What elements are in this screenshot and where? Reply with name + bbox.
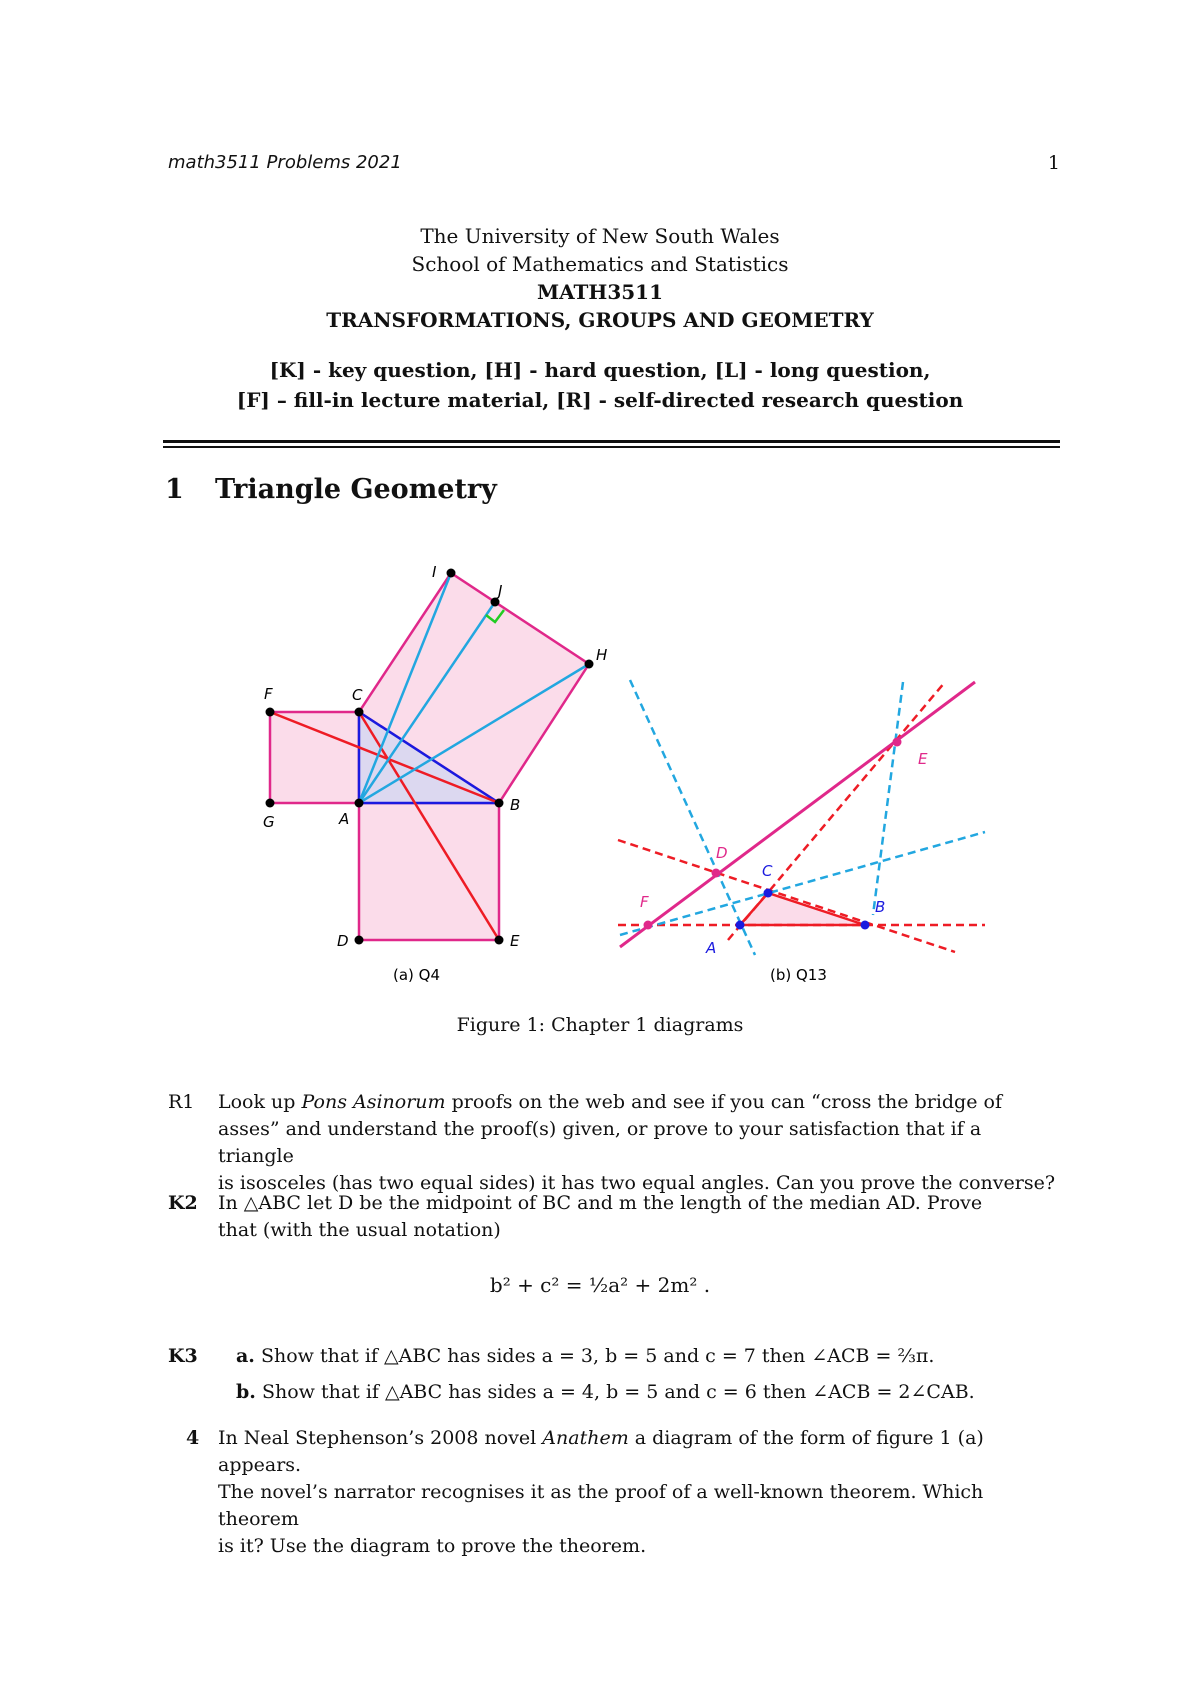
problem-k3 — [168, 1343, 1060, 1406]
point-C-b — [764, 889, 773, 898]
label-F-b: F — [640, 893, 649, 911]
point-F — [266, 708, 275, 717]
problem-label: 4 — [186, 1427, 200, 1449]
q4-line-2: The novel’s narrator recognises it as the proof of a well-known theorem. Which theorem — [218, 1481, 984, 1530]
school-name: School of Mathematics and Statistics — [411, 252, 789, 276]
problem-label: R1 — [168, 1091, 195, 1113]
course-name: TRANSFORMATIONS, GROUPS AND GEOMETRY — [326, 308, 874, 332]
line-BC-dashed — [618, 840, 955, 952]
cyan-dashed-1 — [630, 680, 755, 955]
r1-line-3: is isosceles (has two equal sides) it has two equal angles. Can you prove the converse? — [218, 1172, 1056, 1194]
problem-r1 — [168, 1089, 1060, 1197]
page-number: 1 — [1047, 152, 1060, 174]
problem-label: K3 — [168, 1345, 198, 1367]
label-J: J — [498, 582, 503, 600]
course-code: MATH3511 — [536, 280, 663, 304]
section-number: 1 — [165, 474, 184, 505]
q4-line-1: In Neal Stephenson’s 2008 novel Anathem a diagram of the form of figure 1 (a) appears. — [218, 1427, 984, 1476]
point-A — [355, 799, 364, 808]
label-E-b: E — [918, 750, 928, 768]
label-I: I — [432, 563, 437, 581]
caption-b: (b) Q13 — [770, 966, 827, 984]
triangle-ABC-b — [740, 893, 865, 925]
point-B-b — [861, 921, 870, 930]
figure-caption: Figure 1: Chapter 1 diagrams — [456, 1014, 744, 1036]
square-ABED — [359, 803, 499, 940]
k3-part-a: a. Show that if △ABC has sides a = 3, b = 5 and c = 7 then ∠ACB = ⅔π. — [236, 1345, 935, 1367]
running-title: math3511 Problems 2021 — [168, 152, 402, 173]
r1-line-2: asses” and understand the proof(s) given, or prove to your satisfaction that if a triangle — [218, 1118, 982, 1167]
label-A: A — [339, 810, 350, 828]
label-D: D — [337, 932, 349, 950]
label-G: G — [263, 813, 275, 831]
point-D-b — [712, 869, 721, 878]
key-line-2: [F] – fill-in lecture material, [R] - self-directed research question — [236, 388, 964, 412]
label-F: F — [264, 685, 273, 703]
label-C: C — [352, 686, 363, 704]
q4-line-3: is it? Use the diagram to prove the theorem. — [218, 1535, 647, 1557]
problem-label: K2 — [168, 1192, 198, 1214]
label-B: B — [510, 796, 521, 814]
key-line-1: [K] - key question, [H] - hard question, [L] - long question, — [269, 358, 931, 382]
point-F-b — [644, 921, 653, 930]
k2-line-2: that (with the usual notation) — [218, 1219, 501, 1241]
label-E: E — [510, 932, 520, 950]
point-E-b — [893, 738, 902, 747]
point-C — [355, 708, 364, 717]
r1-line-1: Look up Pons Asinorum proofs on the web and see if you can “cross the bridge of — [218, 1091, 1002, 1113]
label-D-b: D — [716, 844, 728, 862]
caption-a: (a) Q4 — [393, 966, 441, 984]
k3-part-b: b. Show that if △ABC has sides a = 4, b = 5 and c = 6 then ∠ACB = 2∠CAB. — [236, 1381, 975, 1403]
k2-formula: b² + c² = ½a² + 2m² . — [489, 1273, 711, 1297]
point-D — [355, 936, 364, 945]
k2-line-1: In △ABC let D be the midpoint of BC and m the length of the median AD. Prove — [218, 1192, 983, 1214]
point-A-b — [736, 921, 745, 930]
point-E — [495, 936, 504, 945]
point-I — [447, 569, 456, 578]
label-B-b: B — [875, 898, 886, 916]
point-B — [495, 799, 504, 808]
square-AFG — [270, 712, 359, 803]
section-title: Triangle Geometry — [215, 474, 497, 505]
label-C-b: C — [762, 862, 773, 880]
figure-b-q13 — [618, 680, 985, 957]
label-A-b: A — [706, 939, 717, 957]
point-G — [266, 799, 275, 808]
label-H: H — [596, 646, 608, 664]
problem-4 — [168, 1425, 1060, 1560]
point-H — [585, 660, 594, 669]
cyan-dashed-3 — [873, 682, 903, 915]
problem-k2 — [168, 1190, 1060, 1244]
university-name: The University of New South Wales — [420, 224, 780, 248]
